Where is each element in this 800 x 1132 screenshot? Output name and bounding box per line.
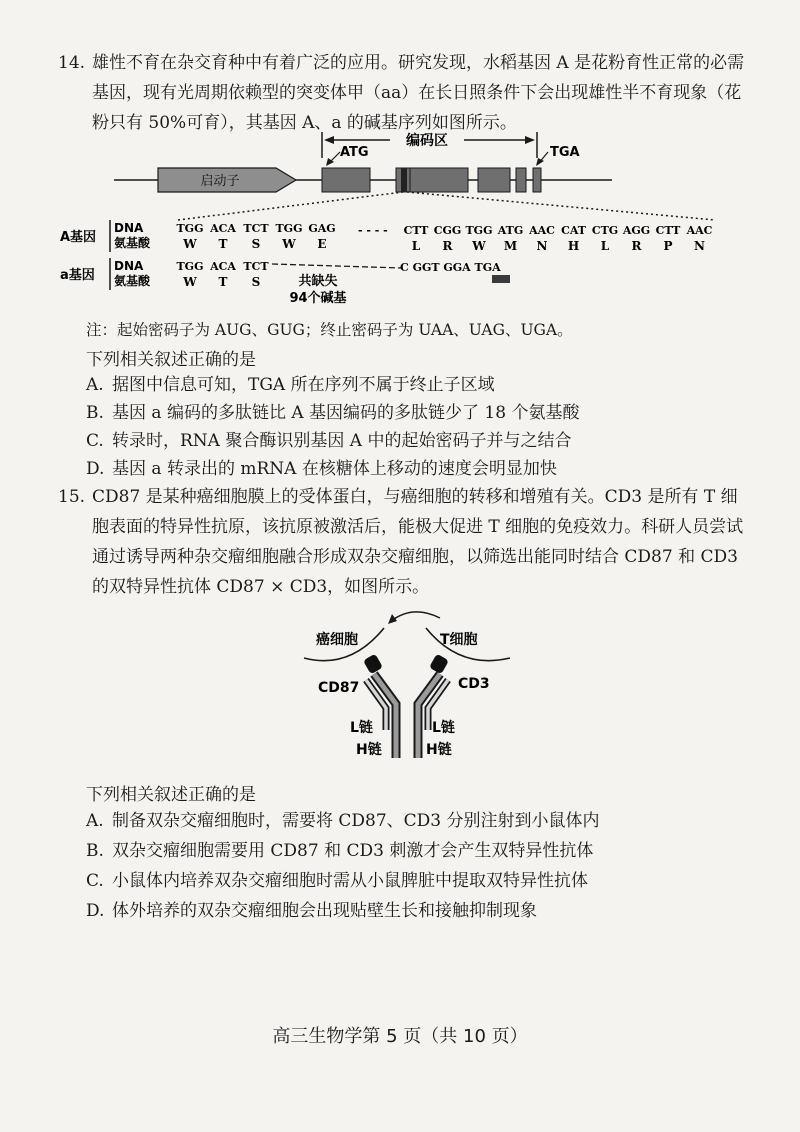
amino-acid: N [536,239,548,253]
option-letter: C. [86,871,104,891]
sequence-gap-dashes: - - - - [358,224,388,237]
bispecific-antibody-figure [300,608,520,768]
question-14 [58,48,748,138]
option-text: 基因 a 编码的多肽链比 A 基因编码的多肽链少了 18 个氨基酸 [112,403,580,423]
amino-acid: L [411,239,421,253]
option-letter: B. [86,841,104,861]
option-C[interactable] [86,868,588,894]
amino-acid: M [503,239,518,253]
amino-acid: W [282,237,296,251]
codon: CTG [591,224,619,237]
codon: TCT [243,260,269,273]
dna-label: DNA [114,259,144,273]
t-cell-label: T细胞 [440,632,478,648]
codon: AAC [686,224,713,237]
amino-acid: W [472,239,486,253]
amino-acid: W [183,275,197,289]
page-footer: 高三生物学第 5 页（共 10 页） [272,1026,528,1047]
amino-acid: R [442,239,453,253]
option-letter: A. [86,811,104,831]
option-text: 制备双杂交瘤细胞时，需要将 CD87、CD3 分别注射到小鼠体内 [112,811,600,831]
left-h-chain-label: H链 [356,742,382,758]
exon-box [533,168,541,192]
exon-box [478,168,510,192]
option-C[interactable] [86,428,571,454]
question-lead: 下列相关叙述正确的是 [86,785,256,805]
option-text: 双杂交瘤细胞需要用 CD87 和 CD3 刺激才会产生双特异性抗体 [112,841,594,861]
amino-acid: R [631,239,642,253]
amino-acid: S [251,275,261,289]
promoter-label: 启动子 [200,174,240,189]
amino-acid: N [694,239,705,253]
amino-acid: H [567,239,580,253]
amino-acid-label: 氨基酸 [114,274,151,288]
option-text: 小鼠体内培养双杂交瘤细胞时需从小鼠脾脏中提取双特异性抗体 [112,871,588,891]
option-A[interactable] [86,372,495,398]
option-letter: D. [86,901,105,921]
deletion-mark [401,168,407,192]
a-gene-remaining-dna: C GGT GGA TGA [400,261,501,274]
question-lead: 下列相关叙述正确的是 [86,350,256,370]
amino-acid: T [218,275,228,289]
amino-acid-label: 氨基酸 [114,236,151,250]
amino-acid: W [183,237,197,251]
cd87-label: CD87 [318,680,360,696]
codon: TGG [176,222,204,235]
codon: GAG [308,222,336,235]
option-text: 转录时，RNA 聚合酶识别基因 A 中的起始密码子并与之结合 [112,431,572,451]
question-stem: CD87 是某种癌细胞膜上的受体蛋白，与癌细胞的转移和增殖有关。CD3 是所有 T 细胞表面的特异性抗原，该抗原被激活后，能极大促进 T 细胞的免疫效力。科研人员尝试通过诱导两种杂交瘤细胞融合形成双杂交瘤细胞，以筛选出能同时结合 CD87 和 CD3 的双特异性抗体 CD87 × CD3，如图所示。 [92,487,744,597]
amino-acid: S [251,237,261,251]
coding-region-label: 编码区 [406,133,448,149]
codon: AGG [622,224,651,237]
codon: AAC [529,224,555,237]
option-letter: A. [86,375,104,395]
cd87-receptor [363,654,383,675]
option-text: 据图中信息可知，TGA 所在序列不属于终止子区域 [112,375,495,395]
deletion-count-label: 94个碱基 [289,291,347,306]
option-letter: C. [86,431,104,451]
arrow-head-icon [388,614,397,624]
question-stem: 雄性不育在杂交育种中有着广泛的应用。研究发现，水稻基因 A 是花粉育性正常的必需基因，现有光周期依赖型的突变体甲（aa）在长日照条件下会出现雄性半不育现象（花粉只有 50%可育），其基因 A、a 的碱基序列如图所示。 [92,53,745,133]
gene-A-label: A基因 [60,230,97,245]
option-B[interactable] [86,400,579,426]
option-text: 基因 a 转录出的 mRNA 在核糖体上移动的速度会明显加快 [112,459,557,479]
codon: ACA [210,260,236,273]
right-h-chain-label: H链 [426,742,452,758]
codon: CAT [561,224,586,237]
codon: TGG [275,222,303,235]
atg-label: ATG [340,145,369,160]
deletion-label: 共缺失 [298,274,338,289]
codon: TCT [243,222,269,235]
question-15 [58,482,748,602]
option-text: 体外培养的双杂交瘤细胞会出现贴壁生长和接触抑制现象 [112,901,537,921]
gene-a-label: a基因 [60,268,95,283]
question-number: 15. [58,487,86,507]
cd3-receptor [429,654,449,675]
codon: ATG [497,224,524,237]
question-number: 14. [58,53,86,73]
exon-box [410,168,468,192]
amino-acid: L [600,239,610,253]
codon: TGG [465,224,493,237]
exon-box [516,168,526,192]
codon: CGG [433,224,462,237]
option-letter: B. [86,403,104,423]
amino-acid: T [218,237,228,251]
tga-label: TGA [550,145,580,160]
amino-acid: P [663,239,673,253]
amino-acid: E [317,237,327,251]
exon-box [322,168,370,192]
codon-note: 注：起始密码子为 AUG、GUG；终止密码子为 UAA、UAG、UGA。 [86,321,573,339]
cancer-cell-label: 癌细胞 [316,632,358,648]
codon: ACA [210,222,236,235]
left-l-chain-label: L链 [350,720,373,736]
stop-mark [492,275,510,283]
dna-label: DNA [114,221,144,235]
gene-structure-figure [60,128,730,308]
codon: TGG [176,260,204,273]
option-B[interactable] [86,838,593,864]
option-D[interactable] [86,898,537,924]
codon: CTT [655,224,681,237]
option-D[interactable] [86,456,557,482]
option-letter: D. [86,459,105,479]
codon: CTT [403,224,429,237]
option-A[interactable] [86,808,600,834]
cd3-label: CD3 [458,676,490,692]
right-l-chain-label: L链 [432,720,455,736]
